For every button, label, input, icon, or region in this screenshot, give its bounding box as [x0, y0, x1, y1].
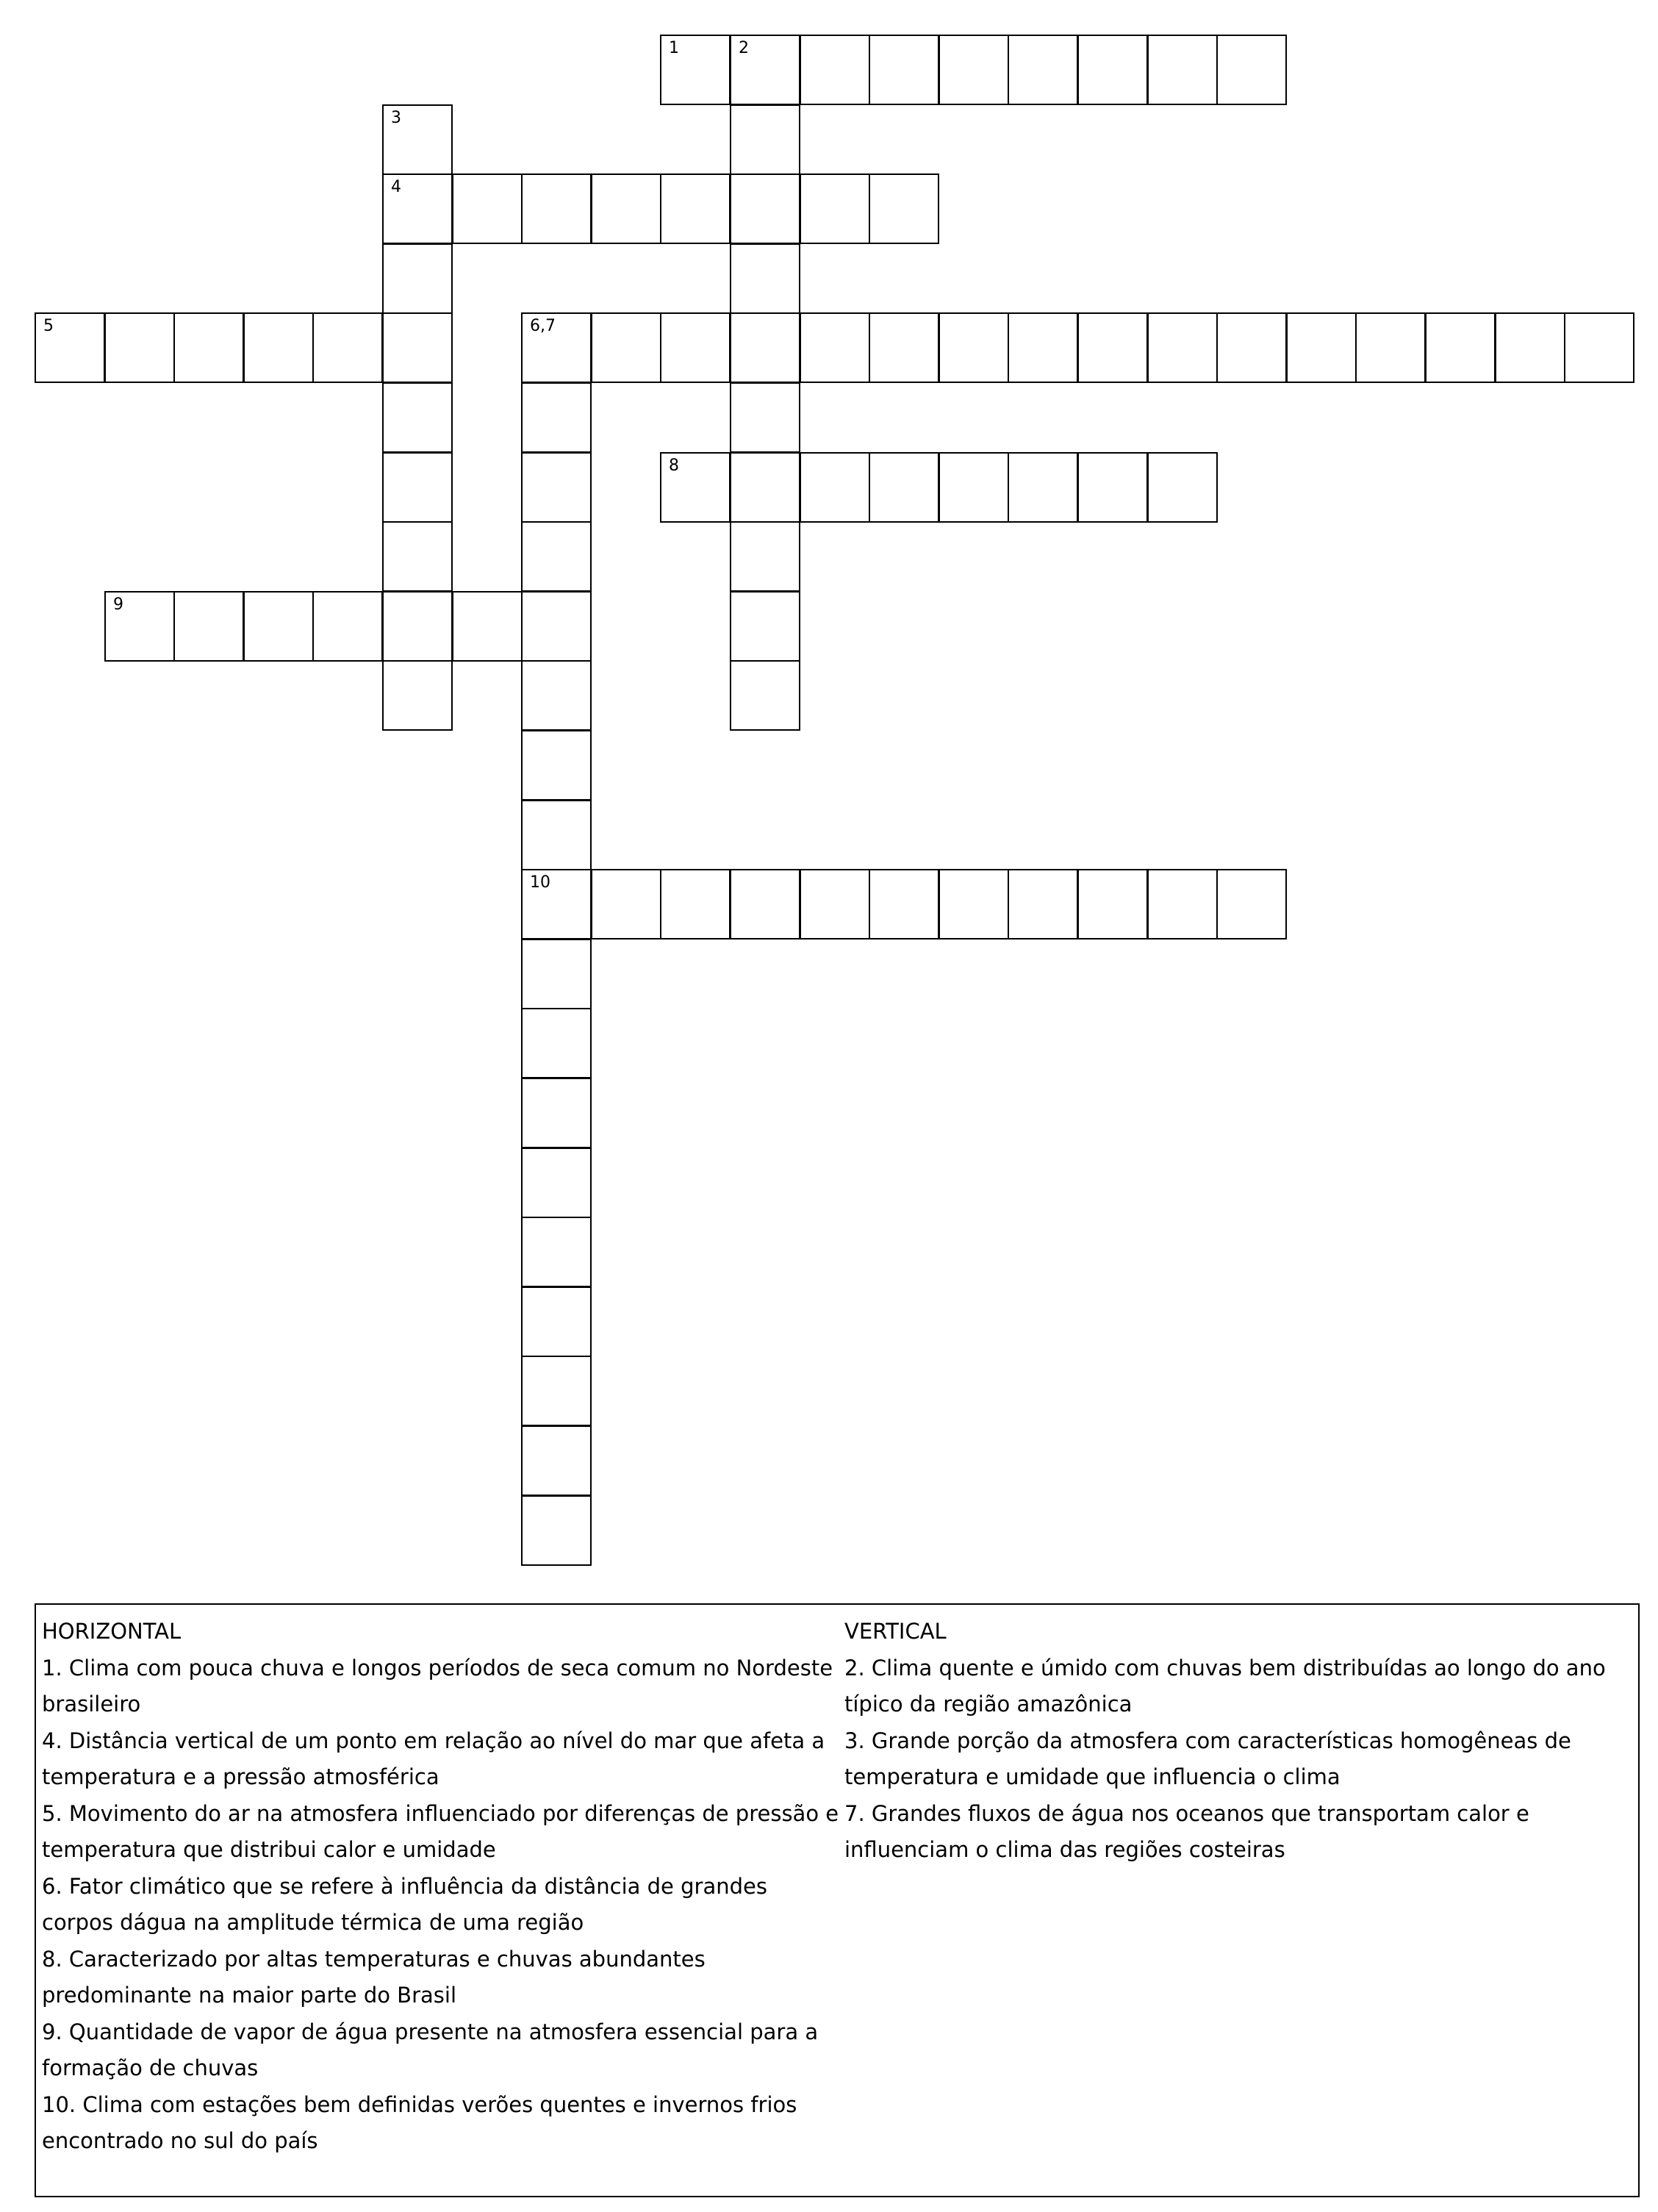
crossword-cell[interactable] — [730, 660, 800, 731]
clue-1-across: 1. Clima com pouca chuva e longos períodos de seca comum no Nordeste brasileiro — [42, 1655, 833, 1717]
crossword-cell[interactable] — [591, 869, 661, 939]
crossword-cell[interactable] — [1077, 312, 1148, 383]
crossword-cell[interactable] — [521, 800, 592, 870]
crossword-cell[interactable] — [591, 312, 661, 383]
clue-number: 5 — [43, 317, 54, 335]
crossword-cell[interactable] — [1147, 312, 1218, 383]
crossword-cell[interactable] — [1216, 869, 1287, 939]
crossword-cell[interactable] — [521, 730, 592, 801]
crossword-cell[interactable] — [521, 521, 592, 592]
crossword-cell[interactable] — [382, 382, 453, 453]
crossword-cell[interactable] — [312, 591, 383, 662]
crossword-cell[interactable] — [452, 173, 523, 244]
crossword-cell[interactable] — [939, 35, 1009, 105]
crossword-cell[interactable] — [730, 452, 800, 523]
crossword-cell[interactable] — [521, 1425, 592, 1496]
clue-8-across: 8. Caracterizado por altas temperaturas e chuvas abundantes predominante na maior parte do Brasil — [42, 1946, 706, 2008]
crossword-cell[interactable] — [939, 869, 1009, 939]
crossword-cell[interactable] — [521, 591, 592, 662]
crossword-cell[interactable] — [730, 104, 800, 175]
clues-panel — [35, 1603, 1640, 2197]
crossword-cell[interactable] — [1564, 312, 1634, 383]
cell-1[interactable] — [660, 35, 731, 105]
crossword-cell[interactable] — [382, 591, 453, 662]
crossword-cell[interactable] — [591, 173, 661, 244]
crossword-cell[interactable] — [382, 452, 453, 523]
crossword-cell[interactable] — [312, 312, 383, 383]
crossword-cell[interactable] — [521, 1217, 592, 1287]
clue-4-across: 4. Distância vertical de um ponto em relação ao nível do mar que afeta a temperatura e a pressão atmosférica — [42, 1728, 825, 1789]
crossword-cell[interactable] — [173, 591, 244, 662]
cell-5[interactable] — [35, 312, 105, 383]
clue-9-across: 9. Quantidade de vapor de água presente na atmosfera essencial para a formação de chuvas — [42, 2019, 819, 2080]
crossword-cell[interactable] — [1216, 35, 1287, 105]
cell-6-7[interactable] — [521, 312, 592, 383]
crossword-cell[interactable] — [1077, 869, 1148, 939]
crossword-cell[interactable] — [1077, 35, 1148, 105]
crossword-cell[interactable] — [382, 243, 453, 314]
crossword-cell[interactable] — [939, 452, 1009, 523]
horizontal-heading: HORIZONTAL — [42, 1619, 182, 1644]
crossword-cell[interactable] — [521, 1286, 592, 1357]
crossword-cell[interactable] — [660, 173, 731, 244]
clue-number: 8 — [669, 457, 679, 475]
crossword-cell[interactable] — [173, 312, 244, 383]
crossword-cell[interactable] — [521, 452, 592, 523]
crossword-cell[interactable] — [730, 382, 800, 453]
crossword-cell[interactable] — [521, 1148, 592, 1218]
crossword-cell[interactable] — [1008, 35, 1078, 105]
crossword-cell[interactable] — [1147, 35, 1218, 105]
crossword-cell[interactable] — [521, 660, 592, 731]
crossword-cell[interactable] — [1008, 452, 1078, 523]
vertical-clues — [844, 1614, 1637, 1869]
crossword-cell[interactable] — [730, 591, 800, 662]
crossword-cell[interactable] — [939, 312, 1009, 383]
crossword-cell[interactable] — [800, 173, 870, 244]
crossword-cell[interactable] — [1495, 312, 1565, 383]
crossword-cell[interactable] — [243, 312, 314, 383]
crossword-cell[interactable] — [243, 591, 314, 662]
clue-10-across: 10. Clima com estações bem definidas verões quentes e invernos frios encontrado no sul do país — [42, 2091, 797, 2153]
crossword-cell[interactable] — [452, 591, 523, 662]
clue-number: 6,7 — [530, 317, 556, 335]
clue-7-down: 7. Grandes fluxos de água nos oceanos que transportam calor e influenciam o clima das regiões costeiras — [844, 1800, 1529, 1862]
cell-2[interactable] — [730, 35, 800, 105]
crossword-cell[interactable] — [104, 312, 175, 383]
clue-number: 3 — [391, 109, 401, 127]
crossword-cell[interactable] — [1355, 312, 1426, 383]
clue-6-across: 6. Fator climático que se refere à influência da distância de grandes corpos dágua na amplitude térmica de uma região — [42, 1873, 767, 1935]
crossword-cell[interactable] — [521, 1008, 592, 1078]
crossword-cell[interactable] — [1147, 869, 1218, 939]
crossword-cell[interactable] — [800, 452, 870, 523]
crossword-cell[interactable] — [382, 660, 453, 731]
crossword-cell[interactable] — [869, 173, 939, 244]
clue-number: 4 — [391, 178, 401, 196]
clue-number: 2 — [739, 39, 749, 57]
clue-2-down: 2. Clima quente e úmido com chuvas bem distribuídas ao longo do ano típico da região amazônica — [844, 1655, 1606, 1717]
crossword-cell[interactable] — [521, 1078, 592, 1148]
clue-3-down: 3. Grande porção da atmosfera com características homogêneas de temperatura e umidade que influencia o clima — [844, 1728, 1571, 1789]
crossword-cell[interactable] — [800, 35, 870, 105]
crossword-cell[interactable] — [1425, 312, 1496, 383]
crossword-cell[interactable] — [660, 312, 731, 383]
crossword-cell[interactable] — [800, 869, 870, 939]
crossword-cell[interactable] — [1077, 452, 1148, 523]
crossword-cell[interactable] — [730, 521, 800, 592]
crossword-cell[interactable] — [521, 382, 592, 453]
crossword-cell[interactable] — [1147, 452, 1218, 523]
crossword-cell[interactable] — [800, 312, 870, 383]
crossword-cell[interactable] — [660, 869, 731, 939]
crossword-cell[interactable] — [730, 869, 800, 939]
crossword-cell[interactable] — [1008, 869, 1078, 939]
clue-number: 10 — [530, 873, 550, 892]
crossword-cell[interactable] — [521, 1495, 592, 1566]
cell-10[interactable] — [521, 869, 592, 939]
crossword-cell[interactable] — [869, 35, 939, 105]
clue-number: 1 — [669, 39, 679, 57]
vertical-heading: VERTICAL — [844, 1619, 947, 1644]
cell-8[interactable] — [660, 452, 731, 523]
cell-3[interactable] — [382, 104, 453, 175]
crossword-cell[interactable] — [869, 312, 939, 383]
crossword-cell[interactable] — [1286, 312, 1357, 383]
crossword-cell[interactable] — [730, 243, 800, 314]
crossword-cell[interactable] — [382, 521, 453, 592]
clue-number: 9 — [113, 595, 123, 614]
horizontal-clues — [42, 1614, 843, 2160]
crossword-cell[interactable] — [521, 1356, 592, 1426]
crossword-cell[interactable] — [1008, 312, 1078, 383]
crossword-cell[interactable] — [730, 173, 800, 244]
cell-9[interactable] — [104, 591, 175, 662]
clue-5-across: 5. Movimento do ar na atmosfera influenciado por diferenças de pressão e temperatura que distribui calor e umidade — [42, 1800, 839, 1862]
crossword-cell[interactable] — [869, 452, 939, 523]
crossword-cell[interactable] — [730, 312, 800, 383]
crossword-cell[interactable] — [521, 939, 592, 1009]
crossword-cell[interactable] — [521, 173, 592, 244]
crossword-cell[interactable] — [1216, 312, 1287, 383]
cell-4[interactable] — [382, 173, 453, 244]
crossword-cell[interactable] — [382, 312, 453, 383]
crossword-cell[interactable] — [869, 869, 939, 939]
